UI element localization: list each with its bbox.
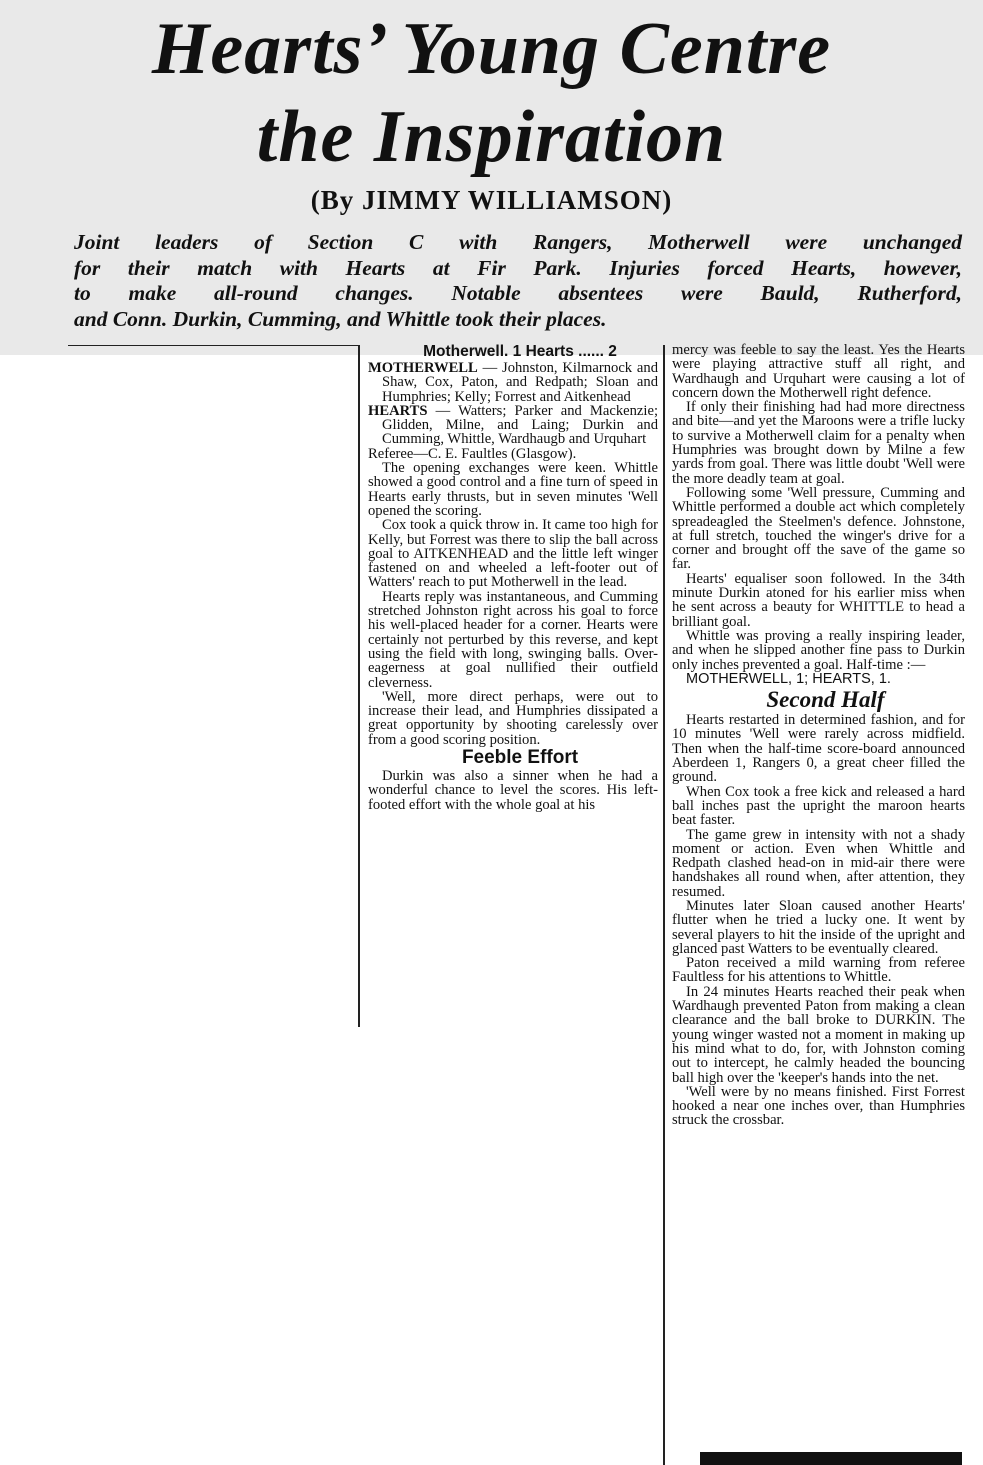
halftime-score: MOTHERWELL, 1; HEARTS, 1. — [686, 670, 891, 687]
paragraph: Hearts' equaliser soon followed. In the 34th minute Durkin atoned for his earlier miss when he sent across a beauty for WHITTLE to head a brilliant goal. — [672, 570, 965, 630]
paragraph: If only their finishing had had more directness and bite—and yet the Maroons were a trifle lucky to survive a Motherwell claim for a penalty when Humphries was brought down by Milne a few yards from goal. There was little doubt 'Well were the more deadly team at goal. — [672, 399, 965, 487]
intro-line: and Conn. Durkin, Cumming, and Whittle took their places. — [74, 306, 607, 331]
subheading-feeble-effort: Feeble Effort — [461, 747, 579, 769]
paragraph: Cox took a quick throw in. It came too high for Kelly, but Forrest was there to slip the ball across goal to AITKENHEAD and the little left winger fastened on and wheeled a left-footer out of Watters' reach to put Motherwell in the lead. — [368, 517, 659, 591]
headline-line-1: Hearts’ Young Centre — [151, 8, 832, 90]
hearts-lineup — [368, 404, 658, 447]
paragraph: In 24 minutes Hearts reached their peak when Wardhaugh prevented Paton from making a clean clearance and the ball broke to DURKIN. The young winger wasted not a moment in making up his mind what to do, for, with Johnston coming out to intercept, he calmly headed the bouncing ball high over the 'keeper's hands into the net. — [672, 983, 965, 1086]
intro-line: Joint leaders of Section C with Rangers, Motherwell were unchanged — [74, 230, 962, 254]
paragraph: The opening exchanges were keen. Whittle showed a good control and a fine turn of speed in Hearts early thrusts, but in seven minutes 'Well opened the scoring. — [368, 460, 658, 519]
subheading-second-half: Second Half — [766, 687, 885, 713]
intro-line: to make all-round changes. Notable absentees were Bauld, Rutherford, — [74, 281, 962, 305]
paragraph: When Cox took a free kick and released a hard ball inches past the upright the maroon hearts beat faster. — [672, 783, 965, 829]
article-column-2 — [672, 343, 965, 1128]
paragraph: The game grew in intensity with not a shady moment or action. Even when Whittle and Redpath clashed head-on in mid-air there were handshakes all round when, after attention, they resumed. — [672, 826, 965, 900]
team-name-motherwell: MOTHERWELL — [368, 360, 478, 376]
divider-left — [68, 345, 358, 346]
byline: (By JIMMY WILLIAMSON) — [310, 185, 673, 215]
article-column-1 — [368, 343, 658, 812]
paragraph: mercy was feeble to say the least. Yes the Hearts were playing attractive stuff all right, and Wardhaugh and Urquhart were causing a lot of concern down the Motherwell right defence. — [672, 342, 965, 401]
hearts-players: — Watters; Parker and Mackenzie; Glidden, Milne, and Laing; Durkin and Cumming, Whittle, Wardhaugb and Urquhart — [382, 402, 658, 448]
intro-line: for their match with Hearts at Fir Park. Injuries forced Hearts, however, — [74, 255, 962, 280]
intro-paragraph — [74, 230, 962, 332]
paragraph: Minutes later Sloan caused another Hearts' flutter when he tried a lucky one. It went by several players to hit the inside of the upright and glanced past Watters to be eventually cleared. — [672, 897, 965, 957]
paragraph: Paton received a mild warning from referee Faultless for his attentions to Whittle. — [672, 955, 965, 986]
score-line: Motherwell. 1 Hearts ...... 2 — [423, 343, 617, 360]
next-article-headline-fragment — [700, 1452, 962, 1465]
motherwell-lineup — [368, 361, 658, 404]
team-name-hearts: HEARTS — [368, 402, 428, 419]
paragraph: Following some 'Well pressure, Cumming and Whittle performed a double act which completely spreadeagled the Steelmen's defence. Johnstone, at full stretch, touched the winger's drive for a corner and brought off the save of the game so far. — [672, 484, 965, 573]
referee-line: Referee—C. E. Faultles (Glasgow). — [368, 445, 577, 462]
paragraph: 'Well, more direct perhaps, were out to increase their lead, and Humphries dissipated a great opportunity by shooting carelessly over from a good scoring position. — [368, 688, 658, 748]
column-rule-2 — [663, 345, 665, 1465]
headline-line-2: the Inspiration — [256, 96, 727, 178]
paragraph: Durkin was also a sinner when he had a wonderful chance to level the scores. His left-footed effort with the whole goal at his — [368, 768, 658, 813]
paragraph: Hearts reply was instantaneous, and Cumming stretched Johnston right across his goal to force his well-placed header for a corner. Hearts were certainly not perturbed by this reverse, and kept using the field with long, swinging balls. Over-eagerness at goal nullified their outfield cleverness. — [368, 588, 658, 691]
paragraph: Hearts restarted in determined fashion, and for 10 minutes 'Well were rarely across midfield. Then when the half-time score-board announced Aberdeen 1, Rangers 0, a great cheer filled the ground. — [672, 712, 965, 786]
paragraph: 'Well were by no means finished. First Forrest hooked a near one inches over, than Humphries struck the crossbar. — [672, 1083, 965, 1129]
motherwell-players: — Johnston, Kilmarnock and Shaw, Cox, Paton, and Redpath; Sloan and Humphries; Kelly; Forrest and Aitkenhead — [382, 360, 658, 405]
paragraph: Whittle was proving a really inspiring leader, and when he slipped another fine pass to Durkin only inches prevented a goal. Half-time :— — [672, 627, 965, 673]
column-rule-1 — [358, 345, 360, 1027]
